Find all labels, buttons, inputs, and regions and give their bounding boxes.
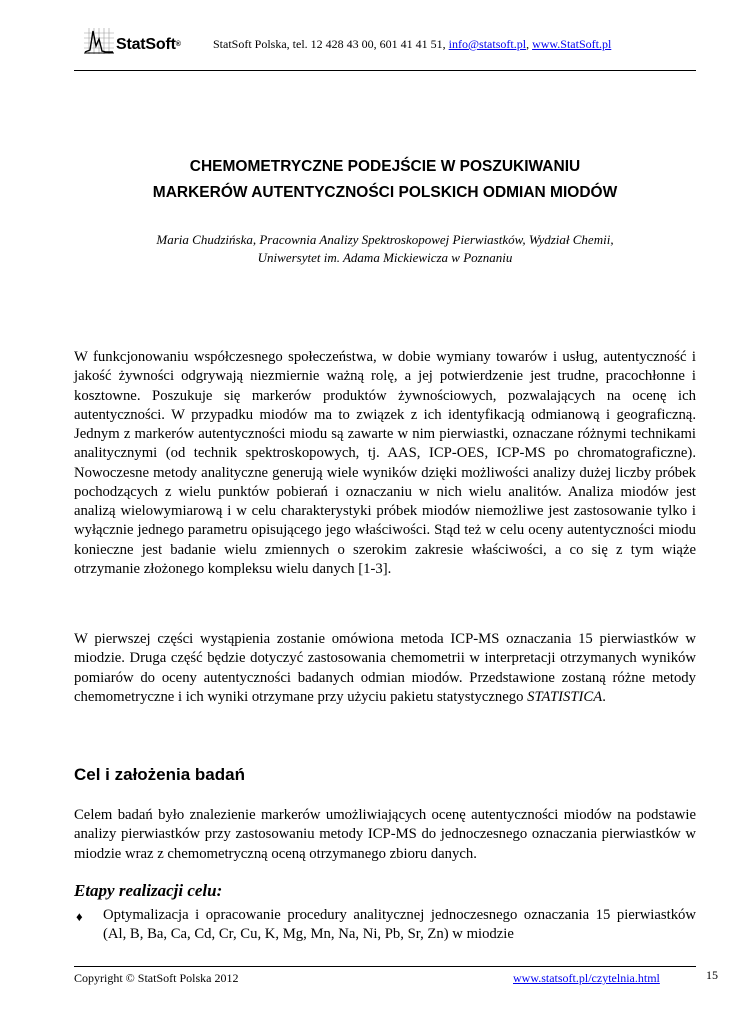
page-header xyxy=(74,24,696,71)
footer-divider xyxy=(74,966,696,967)
second-paragraph: W pierwszej części wystąpienia zostanie omówiona metoda ICP-MS oznaczania 15 pierwiastków w miodzie. Druga część będzie dotyczyć zastosowania chemometrii w interpretacji otrzymanych wyników pomiarów do oceny autentyczności badanych odmian miodów. Przedstawione zostaną różne metody chemometryczne i ich wyniki otrzymane przy użyciu pakietu statystycznego STATISTICA. xyxy=(74,631,696,705)
document-title xyxy=(74,154,696,206)
statistica-name: STATISTICA xyxy=(527,688,603,705)
title-line-2: MARKERÓW AUTENTYCZNOŚCI POLSKICH ODMIAN MIODÓW xyxy=(152,184,618,201)
diamond-bullet-icon: ♦ xyxy=(76,909,83,924)
logo-chart-icon xyxy=(84,28,114,54)
author-affiliation xyxy=(74,231,696,267)
logo-wordmark: StatSoft® xyxy=(116,36,181,53)
website-link[interactable]: www.StatSoft.pl xyxy=(532,37,612,51)
section-heading: Cel i założenia badań xyxy=(74,765,245,784)
author-line-2: Uniwersytet im. Adama Mickiewicza w Poznaniu xyxy=(257,250,513,265)
page-number: 15 xyxy=(706,968,718,982)
intro-paragraph: W funkcjonowaniu współczesnego społeczeństwa, w dobie wymiany towarów i usług, autentyczność i jakość żywności odgrywają niezmiernie ważną rolę, a jej potwierdzenie jest trudne, pracochłonne i kosztowne. Poszukuje się markerów produktów żywnościowych, pozwalających na ocenę ich autentyczności. W przypadku miodów ma to związek z ich identyfikacją odmianową i geograficzną. Jednym z markerów autentyczności miodu są zawarte w nim pierwiastki, oznaczane różnymi technikami analitycznymi (od technik spektroskopowych, tj. AAS, ICP-OES, ICP-MS po chromatograficzne). Nowoczesne metody analityczne generują wiele wyników dzięki możliwości analizy dużej liczby próbek pochodzących z wielu punktów pobierań i oznaczaniu w nich wielu analitów. Analiza miodów jest analizą wielowymiarową i w celu charakterystyki próbek miodów niemożliwe jest zastosowanie tylko i wyłącznie jednego parametru opisującego jego właściwości. Stąd też w celu oceny autentyczności miodu konieczne jest badanie wielu zmiennych o szerokim zakresie właściwości, a co się z tym wiąże otrzymanie złożonego kompleksu wielu danych [1-3]. xyxy=(74,349,696,577)
list-item: Optymalizacja i opracowanie procedury analitycznej jednoczesnego oznaczania 15 pierwiastków (Al, B, Ba, Ca, Cd, Cr, Cu, K, Mg, Mn, Na, Ni, Pb, Sr, Zn) w miodzie xyxy=(103,907,696,943)
footer-copyright: Copyright © StatSoft Polska 2012 xyxy=(74,971,239,985)
email-link[interactable]: info@statsoft.pl xyxy=(448,37,527,51)
statsoft-logo xyxy=(84,28,181,54)
author-line-1: Maria Chudzińska, Pracownia Analizy Spektroskopowej Pierwiastków, Wydział Chemii, xyxy=(156,232,614,247)
title-line-1: CHEMOMETRYCZNE PODEJŚCIE W POSZUKIWANIU xyxy=(189,158,581,175)
goal-paragraph: Celem badań było znalezienie markerów umożliwiających ocenę autentyczności miodów na podstawie analizy pierwiastków przy zastosowaniu metody ICP-MS do jednoczesnego oznaczania pierwiastków w miodzie wraz z chemometryczną oceną otrzymanego zbioru danych. xyxy=(74,807,696,862)
footer-link[interactable]: www.statsoft.pl/czytelnia.html xyxy=(513,971,660,985)
subsection-heading: Etapy realizacji celu: xyxy=(74,881,223,900)
header-contact: StatSoft Polska, tel. 12 428 43 00, 601 41 41 51, info@statsoft.pl, www.StatSoft.pl xyxy=(213,37,612,51)
